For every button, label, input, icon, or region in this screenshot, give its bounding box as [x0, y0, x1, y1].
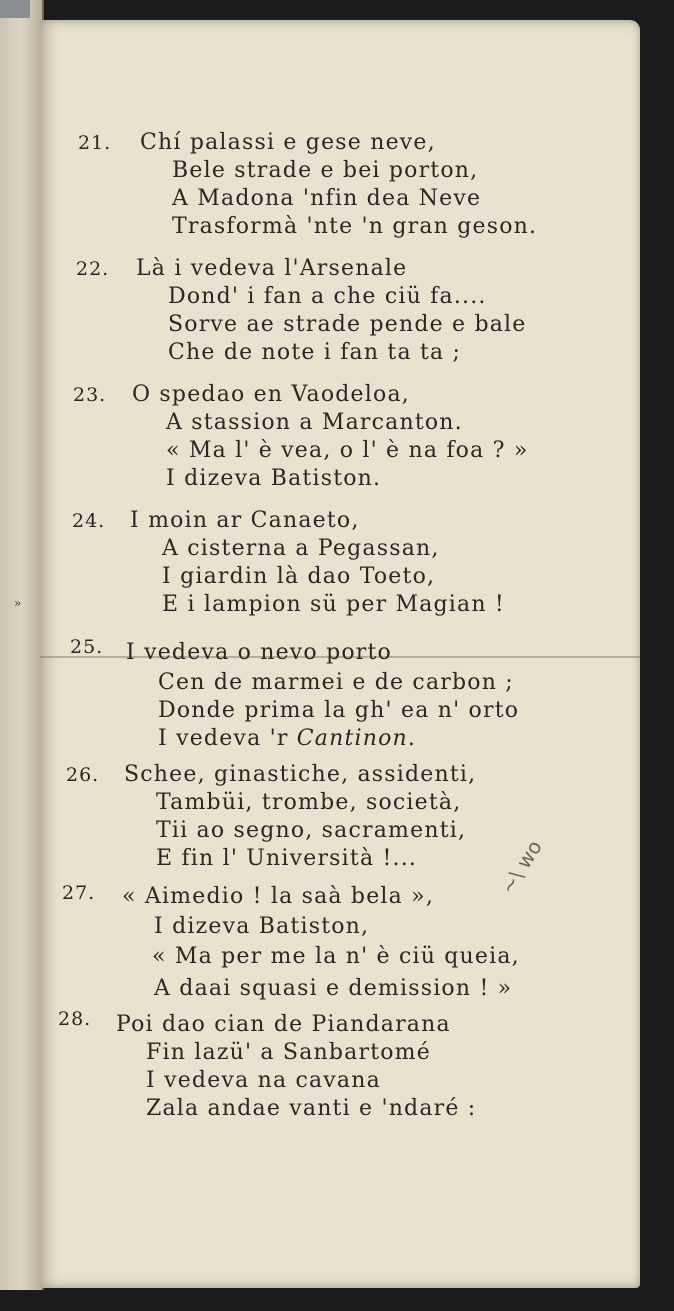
- verse-line: Poi dao cian de Piandarana: [116, 1012, 451, 1037]
- verse-line: A stassion a Marcanton.: [166, 410, 463, 435]
- verse-line: Dond' i fan a che ciü fa....: [168, 284, 487, 309]
- stanza-number: 24.: [72, 510, 106, 532]
- stanza-number: 25.: [70, 636, 104, 658]
- pencil-annotation: ~\ wo: [495, 835, 547, 899]
- verse-line: I vedeva na cavana: [146, 1068, 381, 1093]
- verse-line: A cisterna a Pegassan,: [162, 536, 440, 561]
- verse-line: E i lampion sü per Magian !: [162, 592, 505, 617]
- verse-line: Zala andae vanti e 'ndaré :: [146, 1096, 477, 1121]
- stanza-number: 23.: [73, 384, 107, 406]
- verse-line: I dizeva Batiston.: [166, 466, 382, 491]
- verse-line: « Ma l' è vea, o l' è na foa ? »: [166, 438, 529, 463]
- verse-line: I moin ar Canaeto,: [130, 508, 360, 533]
- verse-line: Tambüi, trombe, società,: [156, 790, 462, 815]
- margin-mark: »: [14, 596, 22, 610]
- verse-line: Chí palassi e gese neve,: [140, 130, 436, 155]
- verse-line: Cen de marmei e de carbon ;: [158, 670, 514, 695]
- book-page: [40, 20, 640, 1288]
- verse-line: Trasformà 'nte 'n gran geson.: [172, 214, 538, 239]
- verse-line: Tii ao segno, sacramenti,: [156, 818, 467, 843]
- verse-line: I dizeva Batiston,: [154, 914, 370, 939]
- verse-line: Donde prima la gh' ea n' orto: [158, 698, 520, 723]
- verse-line: A Madona 'nfin dea Neve: [172, 186, 482, 211]
- verse-line: « Aimedio ! la saà bela »,: [122, 884, 435, 909]
- verse-line: Fin lazü' a Sanbartomé: [146, 1040, 431, 1065]
- verse-line: Là i vedeva l'Arsenale: [136, 256, 408, 281]
- left-page-edge: [0, 0, 44, 1290]
- verse-line: E fin l' Università !...: [156, 846, 418, 871]
- verse-line: I vedeva o nevo porto: [126, 640, 392, 665]
- verse-line: Bele strade e bei porton,: [172, 158, 479, 183]
- verse-line: I vedeva 'r Cantinon.: [158, 726, 417, 751]
- stanza-number: 26.: [66, 764, 100, 786]
- italic-word: Cantinon: [296, 726, 408, 751]
- stanza-number: 22.: [76, 258, 110, 280]
- verse-line: Sorve ae strade pende e bale: [168, 312, 527, 337]
- verse-line: « Ma per me la n' è ciü queia,: [152, 944, 520, 969]
- stanza-number: 27.: [62, 882, 96, 904]
- verse-line: Schee, ginastiche, assidenti,: [124, 762, 477, 787]
- verse-line: O spedao en Vaodeloa,: [132, 382, 410, 407]
- verse-line: I giardin là dao Toeto,: [162, 564, 436, 589]
- verse-line: A daai squasi e demission ! »: [154, 976, 513, 1001]
- verse-line: Che de note i fan ta ta ;: [168, 340, 462, 365]
- stanza-number: 21.: [78, 132, 112, 154]
- spine-tab: [0, 0, 30, 18]
- stanza-number: 28.: [58, 1008, 92, 1030]
